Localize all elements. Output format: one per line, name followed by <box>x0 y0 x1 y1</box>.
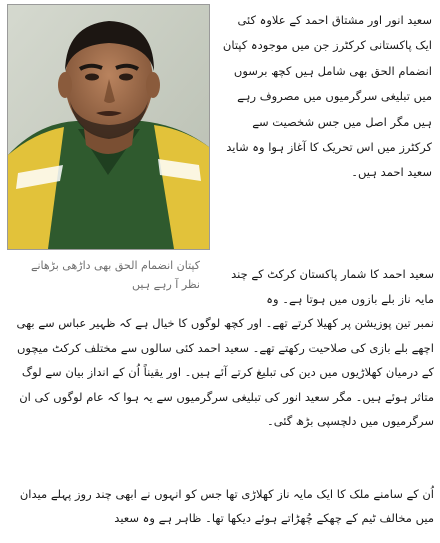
player-portrait-illustration <box>8 5 209 249</box>
article-paragraph-1: سعید انور اور مشتاق احمد کے علاوہ کئی ایک پاکستانی کرکٹرز جن میں موجودہ کپتان انضمام الحق بھی شامل ہیں کچھ برسوں میں تبلیغی سرگرمیوں میں مصروف رہے ہیں مگر اصل میں جس شخصیت سے کرکٹرز میں اس تحریک کا آغاز ہوا وہ شاید سعید احمد ہیں۔ <box>222 13 432 180</box>
right-ear <box>146 72 160 98</box>
player-photo <box>7 4 210 250</box>
left-eye <box>85 74 99 81</box>
left-ear <box>58 72 72 98</box>
article-paragraph-2-lead: سعید احمد کا شمار پاکستان کرکٹ کے چند مایہ ناز بلے بازوں میں ہوتا ہے۔ وہ <box>231 267 434 306</box>
article-paragraph-2 <box>10 262 434 434</box>
right-eye <box>119 74 133 81</box>
article-paragraph-2-body: نمبر تین پوزیشن پر کھیلا کرتے تھے۔ اور کچھ لوگوں کا خیال ہے کہ ظہیر عباس سے بھی اچھے بلے بازی کی صلاحیت رکھتے تھے۔ سعید احمد کئی سالوں سے مختلف کرکٹ میچوں کے درمیان کھلاڑیوں میں دین کی تبلیغ کرتے آئے ہیں۔ اور یقیناً اُن کے انداز بیان سے لوگ متاثر ہوئے ہیں۔ مگر سعید انور کی تبلیغی سرگرمیوں سے یہ ہوا کہ عام لوگوں کی ان سرگرمیوں میں دلچسپی بڑھ گئی۔ <box>16 316 434 428</box>
photo-caption: کپتان انضمام الحق بھی داڑھی بڑھانے نظر آ رہے ہیں <box>31 259 200 291</box>
article-paragraph-3: اُن کے سامنے ملک کا ایک مایہ ناز کھلاڑی تھا جس کو انہوں نے ابھی چند روز پہلے میدان میں مخالف ٹیم کے چھکے چُھڑاتے ہوئے دیکھا تھا۔ ظاہر ہے وہ سعید <box>19 487 434 525</box>
